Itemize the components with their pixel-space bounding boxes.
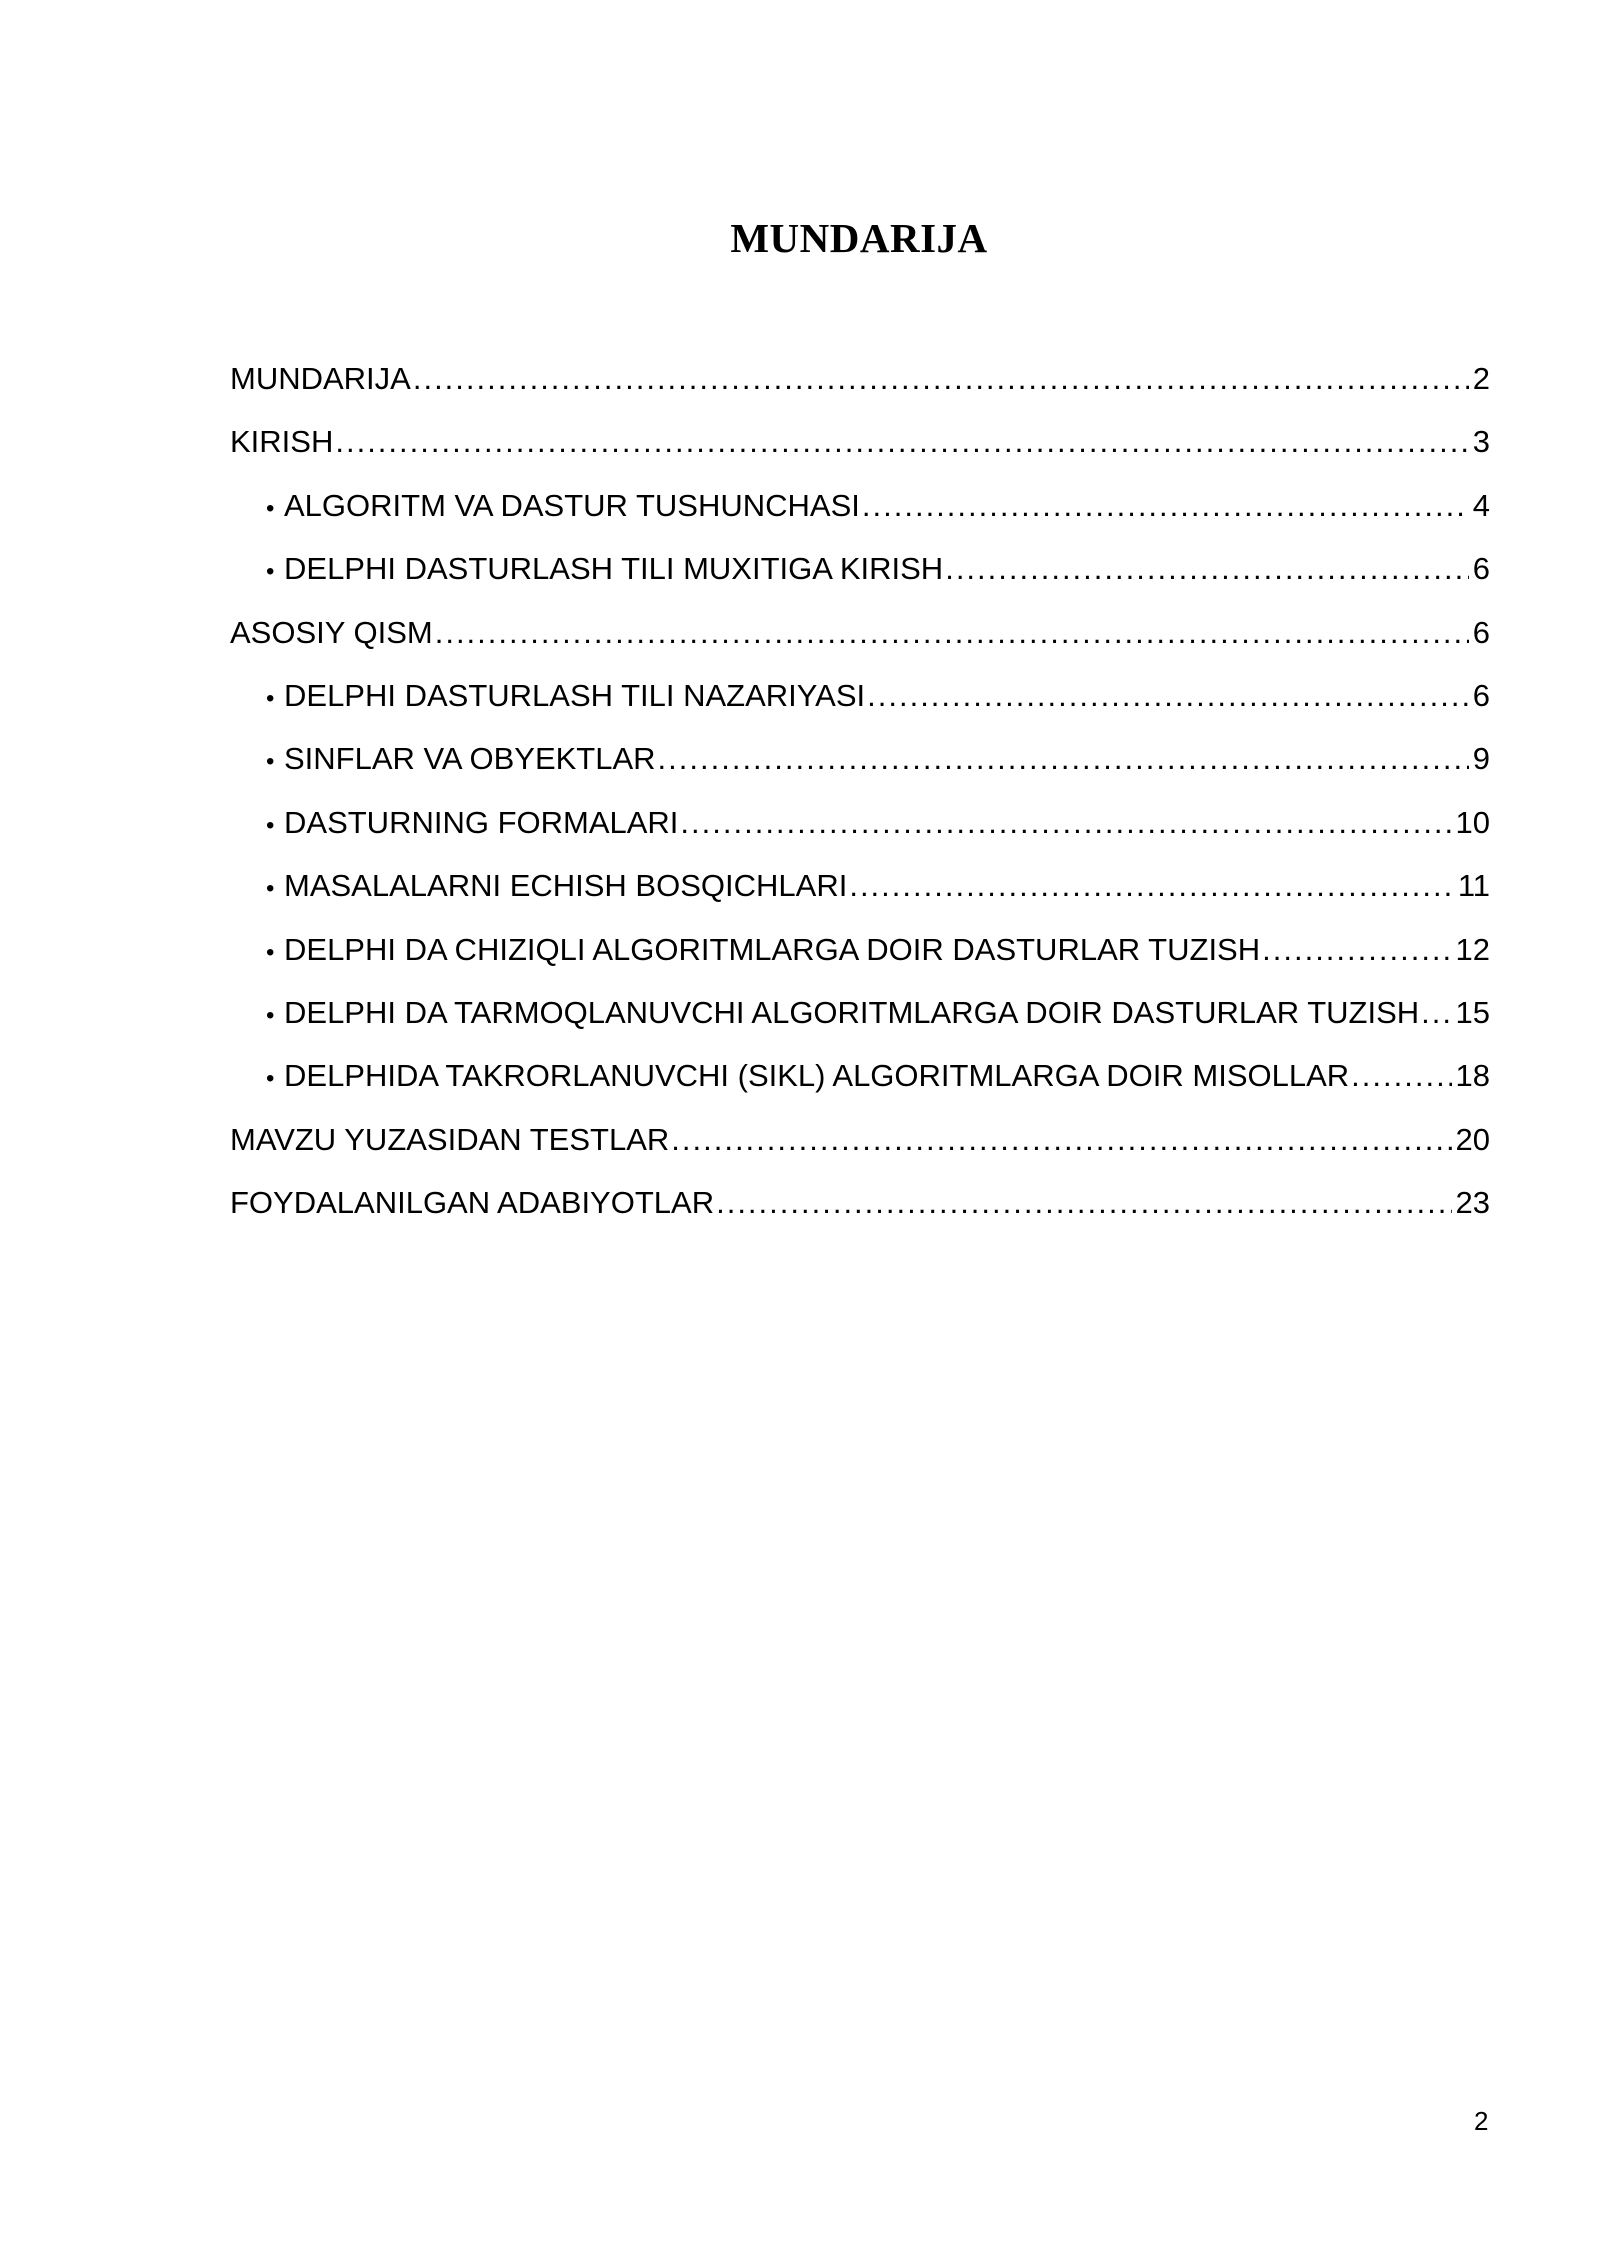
toc-entry[interactable] (230, 673, 1490, 736)
toc-entry[interactable] (230, 1053, 1490, 1116)
toc-entry-page: 23 (1455, 1185, 1490, 1221)
toc-entry-label: DELPHIDA TAKRORLANUVCHI (SIKL) ALGORITMLARGA DOIR MISOLLAR (284, 1058, 1350, 1094)
toc-entry[interactable] (230, 800, 1490, 863)
toc-entry-label: ALGORITM VA DASTUR TUSHUNCHASI (284, 487, 860, 523)
toc-entry-page: 15 (1455, 994, 1490, 1030)
dot-leader (849, 863, 1453, 909)
toc-entry-label: SINFLAR VA OBYEKTLAR (284, 741, 656, 777)
toc-entry-label: DELPHI DA TARMOQLANUVCHI ALGORITMLARGA DOIR DASTURLAR TUZISH (284, 994, 1420, 1030)
bullet-icon: • (266, 938, 275, 966)
toc-entry-page: 11 (1457, 868, 1490, 904)
dot-leader (658, 736, 1469, 782)
bullet-icon: • (266, 1001, 275, 1029)
toc-entry[interactable] (230, 1117, 1490, 1180)
toc-entry-label: KIRISH (230, 424, 334, 460)
toc-entry-label: MUNDARIJA (230, 361, 411, 396)
toc-entry-label: MAVZU YUZASIDAN TESTLAR (230, 1121, 670, 1157)
toc-entry[interactable] (230, 356, 1490, 419)
dot-leader (435, 610, 1469, 656)
toc-entry-page: 20 (1455, 1121, 1490, 1157)
dot-leader (1351, 1053, 1451, 1099)
toc-entry-page: 9 (1472, 741, 1490, 777)
dot-leader (335, 419, 1468, 465)
bullet-icon: • (266, 684, 275, 712)
dot-leader (1262, 927, 1451, 973)
toc-entry[interactable] (230, 990, 1490, 1053)
toc-entry-label: DELPHI DASTURLASH TILI NAZARIYASI (284, 677, 866, 713)
dot-leader (945, 546, 1469, 592)
toc-entry[interactable] (230, 483, 1490, 546)
toc-entry-label: MASALALARNI ECHISH BOSQICHLARI (284, 868, 848, 904)
dot-leader (716, 1180, 1451, 1226)
toc-entry[interactable] (230, 736, 1490, 799)
dot-leader (867, 673, 1469, 719)
toc-entry-label: FOYDALANILGAN ADABIYOTLAR (230, 1185, 715, 1221)
bullet-icon: • (266, 494, 275, 522)
toc-entry-page: 12 (1455, 931, 1490, 967)
toc-entry-page: 3 (1472, 424, 1490, 460)
table-of-contents (230, 356, 1490, 1243)
toc-entry-page: 2 (1472, 361, 1490, 396)
toc-entry[interactable] (230, 419, 1490, 482)
toc-entry-page: 6 (1472, 551, 1490, 587)
page-title: MUNDARIJA (730, 215, 988, 261)
toc-entry-page: 6 (1472, 677, 1490, 713)
toc-entry[interactable] (230, 927, 1490, 990)
page-number: 2 (1474, 2106, 1489, 2136)
toc-entry-page: 6 (1472, 614, 1490, 650)
toc-entry-label: DASTURNING FORMALARI (284, 804, 679, 840)
dot-leader (862, 483, 1469, 529)
dot-leader (680, 800, 1451, 846)
dot-leader (671, 1117, 1451, 1163)
dot-leader (1421, 990, 1451, 1036)
bullet-icon: • (266, 558, 275, 586)
bullet-icon: • (266, 748, 275, 776)
toc-entry-label: DELPHI DA CHIZIQLI ALGORITMLARGA DOIR DASTURLAR TUZISH (284, 931, 1261, 967)
toc-entry-page: 4 (1472, 487, 1490, 523)
bullet-icon: • (266, 1065, 275, 1093)
dot-leader (413, 356, 1469, 402)
toc-entry-page: 10 (1455, 804, 1490, 840)
toc-entry-label: ASOSIY QISM (230, 614, 433, 650)
bullet-icon: • (266, 811, 275, 839)
toc-entry-page: 18 (1455, 1058, 1490, 1094)
toc-entry[interactable] (230, 863, 1490, 926)
toc-entry[interactable] (230, 610, 1490, 673)
toc-entry-label: DELPHI DASTURLASH TILI MUXITIGA KIRISH (284, 551, 944, 587)
toc-entry[interactable] (230, 1180, 1490, 1243)
toc-entry[interactable] (230, 546, 1490, 609)
bullet-icon: • (266, 875, 275, 903)
